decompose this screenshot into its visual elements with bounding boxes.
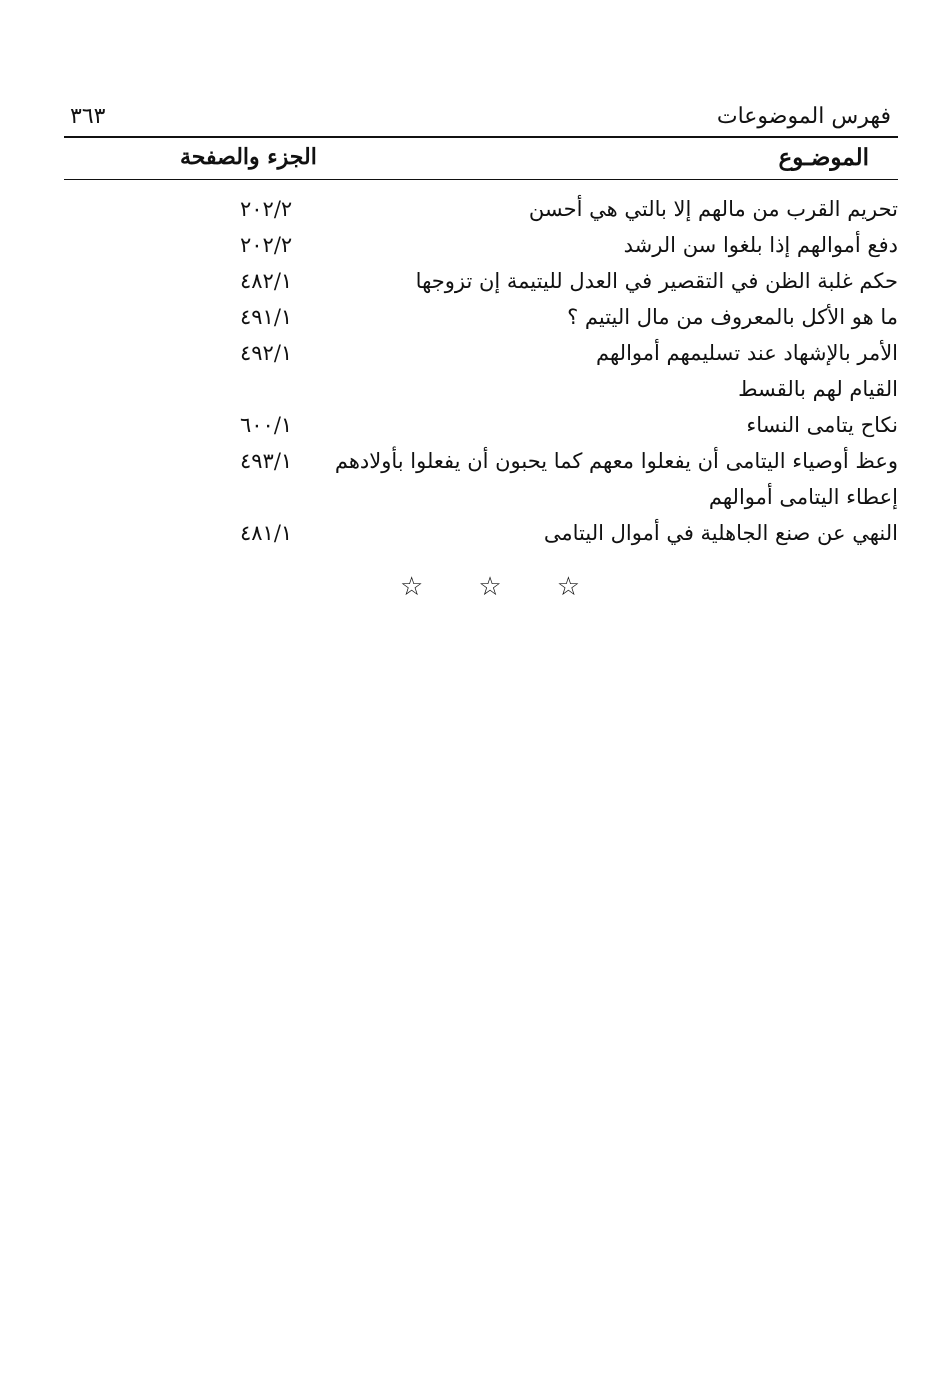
index-row (64, 305, 898, 341)
page-number: ٣٦٣ (70, 104, 106, 129)
index-row (64, 413, 898, 449)
index-row (64, 377, 898, 413)
table-header-rule (64, 179, 898, 180)
topic-text: النهي عن صنع الجاهلية في أموال اليتامى (543, 521, 898, 545)
volume-page-ref: ٤٨٢/١ (240, 269, 293, 293)
topic-text: وعظ أوصياء اليتامى أن يفعلوا معهم كما يحبون أن يفعلوا بأولادهم (334, 449, 898, 473)
reference-column-header: الجزء والصفحة (180, 144, 317, 170)
volume-page-ref: ٤٩١/١ (240, 305, 293, 329)
running-title: فهرس الموضوعات (716, 104, 891, 129)
header-rule (64, 136, 898, 138)
star-icon: ☆ (556, 572, 580, 602)
volume-page-ref: ٢٠٢/٢ (240, 197, 293, 221)
volume-page-ref: ٤٩٢/١ (240, 341, 293, 365)
index-row (64, 521, 898, 557)
index-row (64, 485, 898, 521)
volume-page-ref: ٤٩٣/١ (240, 449, 293, 473)
index-row (64, 233, 898, 269)
topic-text: ما هو الأكل بالمعروف من مال اليتيم ؟ (567, 305, 898, 329)
index-row (64, 449, 898, 485)
index-table (64, 197, 898, 557)
topic-column-header: الموضـوع (778, 144, 869, 171)
topic-text: دفع أموالهم إذا بلغوا سن الرشد (623, 233, 898, 257)
index-row (64, 197, 898, 233)
topic-text: القيام لهم بالقسط (738, 377, 898, 401)
index-row (64, 269, 898, 305)
star-icon: ☆ (478, 572, 502, 602)
star-icon: ☆ (400, 572, 424, 602)
topic-text: الأمر بالإشهاد عند تسليمهم أموالهم (596, 341, 898, 365)
section-end-ornament (400, 572, 580, 602)
topic-text: تحريم القرب من مالهم إلا بالتي هي أحسن (528, 197, 898, 221)
topic-text: نكاح يتامى النساء (746, 413, 898, 437)
volume-page-ref: ٦٠٠/١ (240, 413, 293, 437)
index-row (64, 341, 898, 377)
topic-text: حكم غلبة الظن في التقصير في العدل لليتيمة إن تزوجها (415, 269, 898, 293)
volume-page-ref: ٤٨١/١ (240, 521, 293, 545)
volume-page-ref: ٢٠٢/٢ (240, 233, 293, 257)
topic-text: إعطاء اليتامى أموالهم (708, 485, 898, 509)
